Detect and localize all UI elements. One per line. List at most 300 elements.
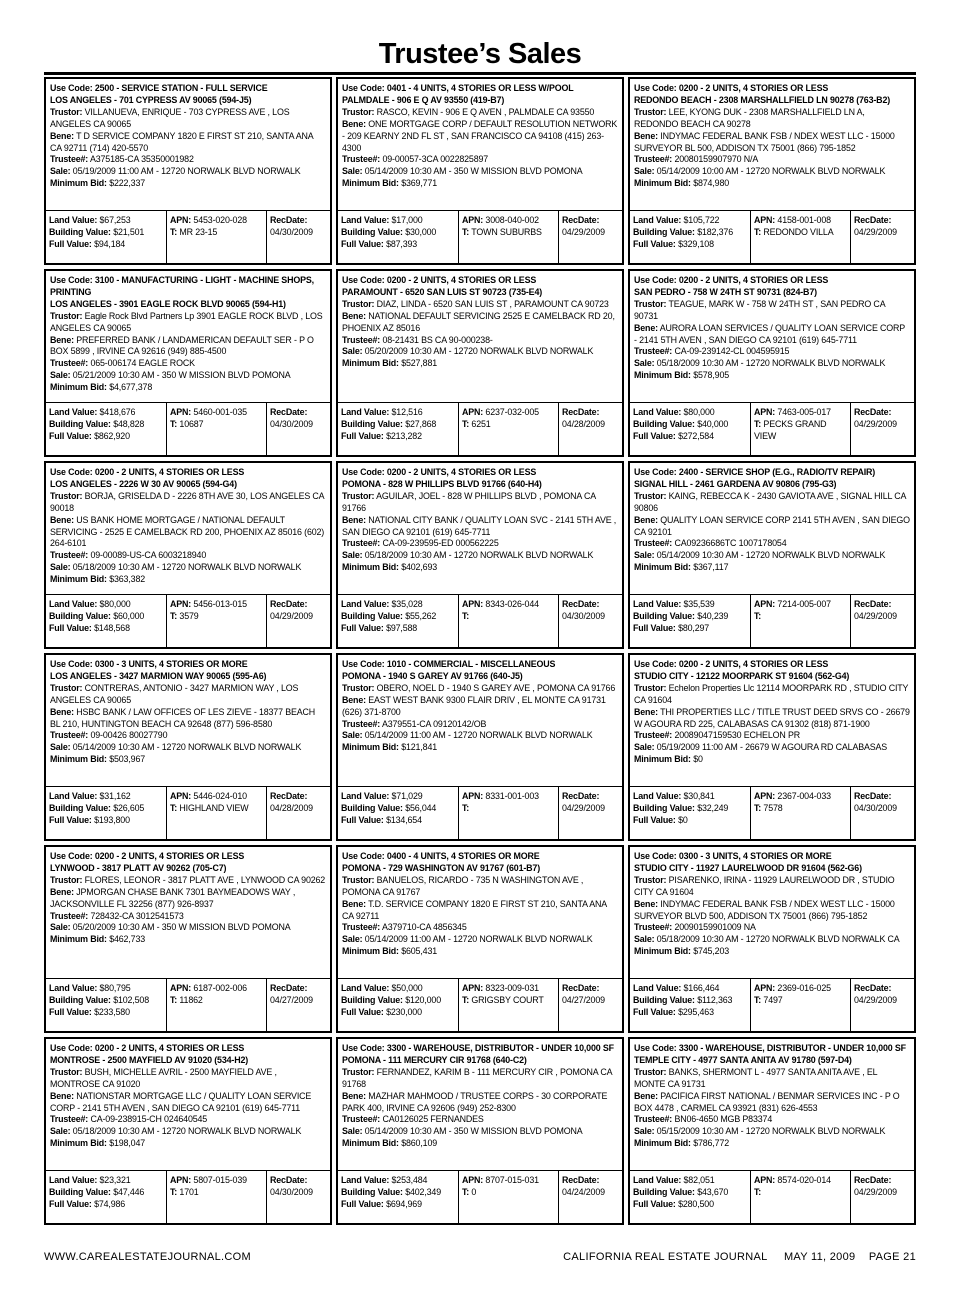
trustor-value: DIAZ, LINDA - 6520 SAN LUIS ST , PARAMOUNT CA 90723 <box>376 298 609 309</box>
min-bid-label: Minimum Bid: <box>342 742 399 753</box>
min-bid-line <box>342 562 618 574</box>
property-address: STUDIO CITY - 12122 MOORPARK ST 91604 (562-G4) <box>634 670 850 681</box>
building-value: $21,501 <box>113 226 145 237</box>
apn-label: APN: <box>754 407 776 417</box>
building-value-line <box>341 227 458 239</box>
full-value: $295,463 <box>678 1006 714 1017</box>
full-value-line <box>49 1199 166 1211</box>
building-value: $112,363 <box>697 994 733 1005</box>
building-value: $40,239 <box>697 610 729 621</box>
sale-label: Sale: <box>342 166 363 177</box>
apn-value: 3008-040-002 <box>485 215 539 225</box>
listing-values <box>630 594 914 647</box>
land-value: $418,676 <box>99 407 136 417</box>
tract-value: MR 23-15 <box>179 226 218 237</box>
min-bid-label: Minimum Bid: <box>342 358 399 369</box>
trustee-value: A379710-CA 4856345 <box>381 922 467 933</box>
min-bid-label: Minimum Bid: <box>634 370 691 381</box>
building-value-label: Building Value: <box>633 610 695 621</box>
recdate-value: 04/29/2009 <box>854 226 897 237</box>
apn-label: APN: <box>170 599 192 609</box>
trustor-label: Trustor: <box>342 298 375 309</box>
listing-values <box>630 786 914 839</box>
trustor-line <box>634 491 910 515</box>
min-bid-value: $462,733 <box>109 934 146 945</box>
land-value-label: Land Value: <box>633 407 682 417</box>
trustor-line <box>342 1067 618 1091</box>
apn-label: APN: <box>462 1175 484 1185</box>
tract-value: 7578 <box>763 802 783 813</box>
recdate-label: RecDate: <box>562 215 600 225</box>
full-value-line <box>49 431 166 443</box>
apn-label: APN: <box>462 215 484 225</box>
bene-line <box>634 1091 910 1115</box>
min-bid-label: Minimum Bid: <box>342 1138 399 1149</box>
trustee-line <box>634 1114 910 1126</box>
apn-label: APN: <box>462 599 484 609</box>
min-bid-label: Minimum Bid: <box>342 562 399 573</box>
sale-label: Sale: <box>342 934 363 945</box>
min-bid-line <box>50 574 326 586</box>
full-value-label: Full Value: <box>633 1198 676 1209</box>
trustor-label: Trustor: <box>50 1066 83 1077</box>
listing-card <box>336 461 624 649</box>
building-value-line <box>341 995 458 1007</box>
land-value-line <box>341 791 458 803</box>
bene-value: T.D. SERVICE COMPANY 1820 E FIRST ST 210, SANTA ANA CA 92711 <box>342 898 607 921</box>
apn-line <box>754 215 850 227</box>
listing-card <box>336 653 624 841</box>
tract-line <box>754 995 850 1007</box>
building-value: $27,868 <box>405 418 437 429</box>
full-value-line <box>49 1007 166 1019</box>
min-bid-value: $363,382 <box>109 574 146 585</box>
use-code: Use Code: 3100 - MANUFACTURING - LIGHT - MACHINE SHOPS, PRINTING <box>50 275 314 297</box>
building-value-label: Building Value: <box>341 994 403 1005</box>
full-value: $280,500 <box>678 1198 714 1209</box>
land-value: $35,539 <box>683 599 715 609</box>
apn-label: APN: <box>462 791 484 801</box>
trustee-value: A375185-CA 35350001982 <box>89 154 194 165</box>
values-cell <box>46 787 166 839</box>
apn-label: APN: <box>170 983 192 993</box>
sale-value: 05/14/2009 10:30 AM - 350 W MISSION BLVD POMONA <box>364 1126 583 1137</box>
tract-line <box>754 1187 850 1199</box>
recdate-value: 04/30/2009 <box>270 1186 313 1197</box>
trustee-line <box>342 154 618 166</box>
sale-value: 05/14/2009 10:30 AM - 350 W MISSION BLVD POMONA <box>364 166 583 177</box>
apn-value: 5807-015-039 <box>193 1175 247 1185</box>
min-bid-value: $786,772 <box>693 1138 730 1149</box>
sale-line <box>342 934 618 946</box>
bene-line <box>342 311 618 335</box>
values-cell <box>630 403 750 455</box>
building-value: $47,446 <box>113 1186 145 1197</box>
listing-card <box>44 845 332 1033</box>
min-bid-value: $367,117 <box>693 562 729 573</box>
full-value: $0 <box>678 814 688 825</box>
land-value-line <box>341 215 458 227</box>
apn-cell <box>750 403 850 455</box>
full-value-line <box>341 1199 458 1211</box>
sale-line <box>342 166 618 178</box>
apn-line <box>754 599 850 611</box>
use-code: Use Code: 2500 - SERVICE STATION - FULL SERVICE <box>50 83 268 93</box>
trustor-label: Trustor: <box>634 106 667 117</box>
trustor-value: RASCO, KEVIN - 906 E Q AVEN , PALMDALE CA 93550 <box>376 106 595 117</box>
min-bid-value: $860,109 <box>401 1138 438 1149</box>
values-cell <box>338 403 458 455</box>
building-value-line <box>633 227 750 239</box>
listing-values <box>630 1170 914 1223</box>
land-value-label: Land Value: <box>633 1175 682 1185</box>
recdate-label: RecDate: <box>562 983 600 993</box>
min-bid-line <box>634 946 910 958</box>
listing-card <box>628 77 916 265</box>
sale-line <box>50 1126 326 1138</box>
recdate-cell <box>266 787 330 839</box>
full-value-label: Full Value: <box>633 1006 676 1017</box>
building-value-line <box>341 611 458 623</box>
tract-value: 6251 <box>471 418 491 429</box>
bene-line <box>50 887 326 911</box>
full-value-line <box>49 623 166 635</box>
footer-website: WWW.CAREALESTATEJOURNAL.COM <box>44 1251 251 1263</box>
property-address: POMONA - 729 WASHINGTON AV 91767 (601-B7) <box>342 862 541 873</box>
recdate-label: RecDate: <box>854 791 892 801</box>
bene-label: Bene: <box>634 514 658 525</box>
min-bid-value: $605,431 <box>401 946 438 957</box>
footer-publication: CALIFORNIA REAL ESTATE JOURNAL MAY 11, 2009 PAGE 21 <box>563 1251 916 1263</box>
min-bid-label: Minimum Bid: <box>634 562 691 573</box>
listing-details <box>46 79 330 210</box>
title-rule <box>44 72 916 75</box>
recdate-value: 04/28/2009 <box>270 802 313 813</box>
apn-cell <box>750 979 850 1031</box>
sale-value: 05/19/2009 11:00 AM - 26679 W AGOURA RD CALABASAS <box>656 742 888 753</box>
apn-label: APN: <box>754 599 776 609</box>
building-value-label: Building Value: <box>633 418 695 429</box>
land-value-line <box>341 599 458 611</box>
trustor-line <box>342 299 618 311</box>
use-code: Use Code: 0200 - 2 UNITS, 4 STORIES OR LESS <box>634 83 829 93</box>
building-value-label: Building Value: <box>49 802 111 813</box>
property-address: PARAMOUNT - 6520 SAN LUIS ST 90723 (735-E4) <box>342 286 543 297</box>
tract-line <box>462 611 558 623</box>
land-value-line <box>633 407 750 419</box>
land-value: $31,162 <box>99 791 131 801</box>
recdate-value: 04/27/2009 <box>562 994 605 1005</box>
land-value-label: Land Value: <box>341 791 390 801</box>
apn-value: 2367-004-033 <box>777 791 831 801</box>
trustee-line <box>50 1114 326 1126</box>
apn-value: 6237-032-005 <box>485 407 539 417</box>
trustee-value: 20089047159530 ECHELON PR <box>674 730 800 741</box>
bene-value: EAST WEST BANK 9300 FLAIR DRIV , EL MONTE CA 91731 (626) 371-8700 <box>342 694 606 717</box>
full-value-label: Full Value: <box>341 1198 384 1209</box>
trustee-line <box>50 154 326 166</box>
full-value: $97,588 <box>386 622 418 633</box>
values-cell <box>338 787 458 839</box>
trustor-label: Trustor: <box>634 1066 667 1077</box>
full-value: $329,108 <box>678 238 714 249</box>
trustor-value: BORJA, GRISELDA D - 2226 8TH AVE 30, LOS ANGELES CA 90018 <box>50 490 324 513</box>
land-value-line <box>49 791 166 803</box>
apn-value: 2369-016-025 <box>777 983 831 993</box>
apn-value: 8331-001-003 <box>485 791 539 801</box>
sale-label: Sale: <box>50 562 71 573</box>
min-bid-value: $527,881 <box>401 358 438 369</box>
trustor-label: Trustor: <box>342 874 375 885</box>
tract-label: T: <box>462 226 470 237</box>
recdate-value: 04/29/2009 <box>562 226 605 237</box>
use-code: Use Code: 0200 - 2 UNITS, 4 STORIES OR LESS <box>342 275 537 285</box>
bene-label: Bene: <box>342 118 366 129</box>
bene-line <box>342 119 618 155</box>
full-value-label: Full Value: <box>341 1006 384 1017</box>
tract-label: T: <box>462 994 470 1005</box>
land-value-label: Land Value: <box>49 599 98 609</box>
property-address: LOS ANGELES - 701 CYPRESS AV 90065 (594-J5) <box>50 94 252 105</box>
land-value: $71,029 <box>391 791 423 801</box>
trustor-value: Echelon Properties Llc 12114 MOORPARK RD , STUDIO CITY CA 91604 <box>634 682 909 705</box>
tract-value: 3579 <box>179 610 199 621</box>
tract-line <box>170 419 266 431</box>
tract-value: 11862 <box>179 994 203 1005</box>
recdate-label: RecDate: <box>854 215 892 225</box>
listing-details <box>338 655 622 786</box>
bene-label: Bene: <box>50 706 74 717</box>
listing-details <box>46 847 330 978</box>
apn-label: APN: <box>754 215 776 225</box>
sale-label: Sale: <box>342 550 363 561</box>
bene-label: Bene: <box>50 886 74 897</box>
listing-details <box>46 1039 330 1170</box>
bene-line <box>342 899 618 923</box>
apn-line <box>170 599 266 611</box>
min-bid-label: Minimum Bid: <box>50 1138 107 1149</box>
land-value: $23,321 <box>99 1175 131 1185</box>
tract-label: T: <box>754 418 762 429</box>
min-bid-value: $402,693 <box>401 562 438 573</box>
apn-cell <box>458 595 558 647</box>
min-bid-line <box>634 754 910 766</box>
land-value-line <box>341 407 458 419</box>
recdate-value: 04/29/2009 <box>854 610 897 621</box>
trustor-line <box>50 875 326 887</box>
recdate-value: 04/24/2009 <box>562 1186 605 1197</box>
trustor-label: Trustor: <box>342 682 375 693</box>
trustee-line <box>342 719 618 731</box>
full-value-line <box>341 239 458 251</box>
sale-label: Sale: <box>634 1126 655 1137</box>
building-value-line <box>49 1187 166 1199</box>
full-value-line <box>633 1007 750 1019</box>
full-value-label: Full Value: <box>633 814 676 825</box>
full-value-label: Full Value: <box>341 238 384 249</box>
listing-card <box>628 653 916 841</box>
tract-value: 0 <box>471 1186 477 1197</box>
recdate-label: RecDate: <box>270 983 308 993</box>
trustor-value: CONTRERAS, ANTONIO - 3427 MARMION WAY , LOS ANGELES CA 90065 <box>50 682 299 705</box>
trustor-label: Trustor: <box>50 106 83 117</box>
building-value: $48,828 <box>113 418 145 429</box>
sale-label: Sale: <box>50 370 71 381</box>
recdate-cell <box>850 979 914 1031</box>
full-value-label: Full Value: <box>341 430 384 441</box>
sale-value: 05/14/2009 11:00 AM - 12720 NORWALK BLVD NORWALK <box>364 934 593 945</box>
recdate-label: RecDate: <box>270 791 308 801</box>
full-value-line <box>633 623 750 635</box>
sale-value: 05/20/2009 10:30 AM - 350 W MISSION BLVD POMONA <box>72 922 291 933</box>
building-value-line <box>49 611 166 623</box>
bene-value: MAZHAR MAHMOOD / TRUSTEE CORPS - 30 CORPORATE PARK 400, IRVINE CA 92606 (949) 252-8300 <box>342 1090 608 1113</box>
apn-value: 5446-024-010 <box>193 791 247 801</box>
trustee-line <box>634 154 910 166</box>
trustee-value: CA0126025 FERNANDES <box>382 1114 484 1125</box>
listing-card <box>336 77 624 265</box>
listing-values <box>338 1170 622 1223</box>
tract-label: T: <box>170 802 178 813</box>
apn-cell <box>166 595 266 647</box>
land-value-line <box>633 1175 750 1187</box>
recdate-label: RecDate: <box>562 407 600 417</box>
full-value: $148,568 <box>94 622 130 633</box>
values-cell <box>338 1171 458 1223</box>
trustee-label: Trustee#: <box>50 358 89 369</box>
listings-grid <box>44 77 916 1229</box>
tract-label: T: <box>170 226 178 237</box>
apn-value: 8707-015-031 <box>485 1175 539 1185</box>
recdate-value: 04/29/2009 <box>854 418 897 429</box>
land-value-label: Land Value: <box>49 791 98 801</box>
sale-label: Sale: <box>634 934 655 945</box>
trustee-value: 065-006174 EAGLE ROCK <box>90 358 195 369</box>
recdate-value: 04/27/2009 <box>270 994 313 1005</box>
trustor-line <box>50 311 326 335</box>
bene-line <box>342 695 618 719</box>
tract-label: T: <box>462 1186 470 1197</box>
bene-value: NATIONAL DEFAULT SERVICING 2525 E CAMELBACK RD 20, PHOENIX AZ 85016 <box>342 310 615 333</box>
apn-cell <box>166 403 266 455</box>
trustor-value: Eagle Rock Blvd Partners Lp 3901 EAGLE ROCK BLVD , LOS ANGELES CA 90065 <box>50 310 323 333</box>
building-value-label: Building Value: <box>49 418 111 429</box>
tract-value: PECKS GRAND VIEW <box>754 418 827 441</box>
tract-line <box>754 419 850 443</box>
property-address: POMONA - 111 MERCURY CIR 91768 (640-C2) <box>342 1054 527 1065</box>
trustor-value: TEAGUE, MARK W - 758 W 24TH ST , SAN PEDRO CA 90731 <box>634 298 885 321</box>
apn-value: 5456-013-015 <box>193 599 247 609</box>
bene-label: Bene: <box>50 514 74 525</box>
recdate-cell <box>558 979 622 1031</box>
trustor-line <box>634 1067 910 1091</box>
trustee-line <box>342 922 618 934</box>
recdate-value: 04/30/2009 <box>270 418 313 429</box>
building-value-label: Building Value: <box>633 226 695 237</box>
recdate-cell <box>266 211 330 263</box>
min-bid-value: $4,677,378 <box>109 382 153 393</box>
apn-label: APN: <box>462 983 484 993</box>
full-value: $94,184 <box>94 238 126 249</box>
property-address: PALMDALE - 906 E Q AV 93550 (419-B7) <box>342 94 505 105</box>
land-value-label: Land Value: <box>49 407 98 417</box>
trustor-line <box>50 1067 326 1091</box>
full-value-label: Full Value: <box>341 814 384 825</box>
apn-line <box>754 407 850 419</box>
trustee-label: Trustee#: <box>342 538 381 549</box>
apn-line <box>462 215 558 227</box>
sale-line <box>342 1126 618 1138</box>
trustee-line <box>50 550 326 562</box>
building-value-line <box>49 419 166 431</box>
tract-value: 7497 <box>763 994 783 1005</box>
building-value-line <box>633 611 750 623</box>
trustee-value: CA09236686TC 1007178054 <box>674 538 787 549</box>
listing-values <box>630 210 914 263</box>
full-value: $193,800 <box>94 814 130 825</box>
trustor-label: Trustor: <box>50 310 83 321</box>
listing-values <box>338 594 622 647</box>
sale-line <box>342 730 618 742</box>
apn-cell <box>166 1171 266 1223</box>
land-value-line <box>633 215 750 227</box>
values-cell <box>338 979 458 1031</box>
property-address: TEMPLE CITY - 4977 SANTA ANITA AV 91780 (597-D4) <box>634 1054 852 1065</box>
min-bid-label: Minimum Bid: <box>634 946 691 957</box>
land-value-label: Land Value: <box>49 983 98 993</box>
land-value-label: Land Value: <box>49 215 98 225</box>
listing-card <box>628 461 916 649</box>
apn-line <box>170 791 266 803</box>
trustee-value: CA-09-239142-CL 004595915 <box>674 346 790 357</box>
full-value: $272,584 <box>678 430 714 441</box>
apn-label: APN: <box>170 1175 192 1185</box>
trustor-value: BANUELOS, RICARDO - 735 N WASHINGTON AVE , POMONA CA 91767 <box>342 874 584 897</box>
sale-line <box>634 358 910 370</box>
trustor-line <box>342 491 618 515</box>
trustor-value: FERNANDEZ, KARIM B - 111 MERCURY CIR , POMONA CA 91768 <box>342 1066 612 1089</box>
building-value-line <box>49 995 166 1007</box>
listing-card <box>628 269 916 457</box>
use-code: Use Code: 0200 - 2 UNITS, 4 STORIES OR LESS <box>50 467 245 477</box>
tract-label: T: <box>754 994 762 1005</box>
tract-line <box>170 227 266 239</box>
building-value-label: Building Value: <box>633 994 695 1005</box>
trustee-value: 09-00089-US-CA 6003218940 <box>90 550 207 561</box>
full-value-label: Full Value: <box>49 1198 92 1209</box>
tract-value: GRIGSBY COURT <box>471 994 544 1005</box>
recdate-value: 04/29/2009 <box>562 802 605 813</box>
land-value-label: Land Value: <box>341 215 390 225</box>
recdate-value: 04/30/2009 <box>854 802 897 813</box>
full-value-line <box>49 815 166 827</box>
sale-value: 05/14/2009 11:00 AM - 12720 NORWALK BLVD NORWALK <box>364 730 593 741</box>
apn-value: 7463-005-017 <box>777 407 831 417</box>
trustee-value: 09-00426 80027790 <box>90 730 168 741</box>
land-value: $80,000 <box>683 407 715 417</box>
tract-label: T: <box>170 610 178 621</box>
apn-cell <box>750 787 850 839</box>
bene-line <box>50 707 326 731</box>
bene-label: Bene: <box>50 130 74 141</box>
building-value: $182,376 <box>697 226 734 237</box>
sale-line <box>634 1126 910 1138</box>
listing-details <box>630 463 914 594</box>
sale-line <box>50 166 326 178</box>
min-bid-line <box>50 934 326 946</box>
listing-details <box>338 271 622 402</box>
recdate-cell <box>266 595 330 647</box>
